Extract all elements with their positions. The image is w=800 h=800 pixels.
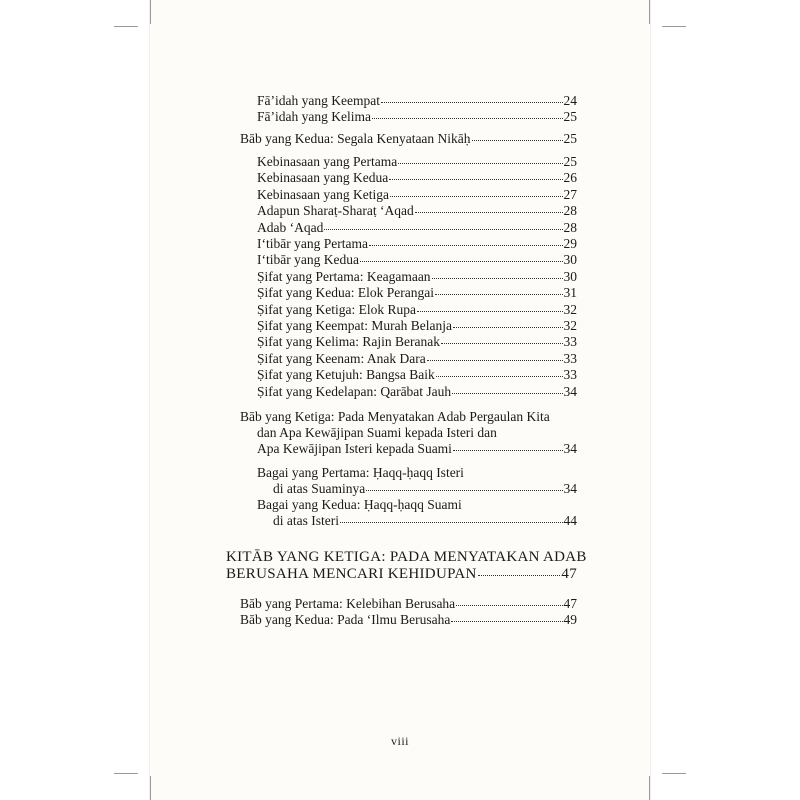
toc-page-number: 28 <box>563 203 577 219</box>
leader-dots <box>417 311 563 312</box>
toc-page-number: 27 <box>563 186 577 202</box>
crop-mark-left-bottom <box>114 773 138 774</box>
toc-entry[interactable] <box>257 108 577 125</box>
toc-page-number: 26 <box>563 170 577 186</box>
leader-dots <box>369 245 563 246</box>
toc-page-number: 25 <box>563 109 577 124</box>
toc-entry[interactable] <box>257 251 577 268</box>
toc-entry-label: di atas Suaminya <box>273 481 366 496</box>
toc-entry-label: Ṣifat yang Ketujuh: Bangsa Baik <box>257 367 435 383</box>
toc-entry-label: Adab ‘Aqad <box>257 219 324 235</box>
leader-dots <box>453 450 563 451</box>
leader-dots <box>472 140 563 141</box>
toc-entry[interactable] <box>257 92 577 109</box>
toc-entry-label: Fā’idah yang Keempat <box>257 93 380 108</box>
toc-entry[interactable] <box>257 169 577 186</box>
leader-dots <box>381 102 563 103</box>
toc-page-number: 32 <box>563 318 577 333</box>
toc-entry-label: Fā’idah yang Kelima <box>257 109 371 124</box>
toc-book-heading-entry[interactable] <box>226 566 577 583</box>
leader-dots <box>451 621 562 622</box>
toc-entry[interactable] <box>257 268 577 285</box>
toc-entry[interactable] <box>257 235 577 252</box>
toc-entry[interactable] <box>257 333 577 350</box>
toc-entry-label: Ṣifat yang Ketiga: Elok Rupa <box>257 301 416 317</box>
leader-dots <box>441 343 563 344</box>
toc-entry-label: Bāb yang Kedua: Pada ‘Ilmu Berusaha <box>240 612 451 627</box>
toc-chapter-entry[interactable] <box>257 440 577 457</box>
toc-page-number: 31 <box>563 285 577 301</box>
toc-entry-label: Ṣifat yang Keenam: Anak Dara <box>257 350 426 366</box>
leader-dots <box>478 575 561 576</box>
crop-mark-top-right <box>649 0 650 24</box>
toc-page-number: 33 <box>563 350 577 366</box>
toc-entry-line[interactable]: Bagai yang Kedua: Ḥaqq-ḥaqq Suami <box>257 497 462 512</box>
leader-dots <box>432 278 563 279</box>
toc-entry[interactable] <box>257 219 577 236</box>
toc-entry-label: Apa Kewājipan Isteri kepada Suami <box>257 441 452 456</box>
crop-mark-left-top <box>114 26 138 27</box>
toc-page-number: 49 <box>563 612 577 627</box>
crop-mark-top-left <box>150 0 151 24</box>
toc-entry[interactable] <box>257 317 577 334</box>
toc-entry-label: Kebinasaan yang Kedua <box>257 170 389 186</box>
toc-entry-line[interactable]: Bagai yang Pertama: Ḥaqq-ḥaqq Isteri <box>257 465 464 480</box>
toc-entry-label: Ṣifat yang Pertama: Keagamaan <box>257 268 431 284</box>
leader-dots <box>390 196 563 197</box>
leader-dots <box>340 522 563 523</box>
toc-page-number: 30 <box>563 252 577 268</box>
leader-dots <box>452 393 562 394</box>
toc-page-number: 34 <box>563 383 577 399</box>
toc-entry-label: BERUSAHA MENCARI KEHIDUPAN <box>226 566 477 582</box>
toc-entry-label: Ṣifat yang Kedelapan: Qarābat Jauh <box>257 383 452 399</box>
toc-entry-label: Ṣifat yang Kelima: Rajin Beranak <box>257 334 440 350</box>
toc-entry[interactable] <box>273 512 577 529</box>
toc-entry[interactable] <box>257 153 577 170</box>
toc-page-number: 44 <box>563 513 577 528</box>
toc-entry[interactable] <box>257 284 577 301</box>
crop-mark-right-top <box>662 26 686 27</box>
toc-entry[interactable] <box>257 202 577 219</box>
leader-dots <box>453 327 563 328</box>
toc-page-number: 32 <box>563 301 577 317</box>
leader-dots <box>436 376 563 377</box>
toc-entry-label: Kebinasaan yang Pertama <box>257 154 398 169</box>
toc-chapter-entry[interactable] <box>240 611 577 628</box>
toc-page-number: 25 <box>563 131 577 146</box>
toc-page-number: 24 <box>563 93 577 108</box>
toc-page-number: 30 <box>563 268 577 284</box>
leader-dots <box>415 212 563 213</box>
toc-chapter-line[interactable]: Bāb yang Ketiga: Pada Menyatakan Adab Pergaulan Kita <box>240 409 550 424</box>
toc-page-number: 47 <box>563 596 577 611</box>
toc-entry-label: Kebinasaan yang Ketiga <box>257 186 389 202</box>
leader-dots <box>398 163 562 164</box>
leader-dots <box>324 229 562 230</box>
toc-entry[interactable] <box>257 186 577 203</box>
crop-mark-right-bottom <box>662 773 686 774</box>
leader-dots <box>435 294 563 295</box>
toc-entry-label: Adapun Sharaṭ-Sharaṭ ‘Aqad <box>257 203 414 219</box>
toc-page-number: 29 <box>563 236 577 251</box>
leader-dots <box>389 179 562 180</box>
toc-chapter-line[interactable]: dan Apa Kewājipan Suami kepada Isteri dan <box>257 425 497 440</box>
toc-book-heading-line[interactable]: KITĀB YANG KETIGA: PADA MENYATAKAN ADAB <box>226 549 587 565</box>
crop-mark-bottom-right <box>649 776 650 800</box>
toc-entry-label: I‘tibār yang Pertama <box>257 236 368 251</box>
toc-entry-label: I‘tibār yang Kedua <box>257 252 359 268</box>
toc-page-number: 33 <box>563 367 577 383</box>
toc-entry-label: Bāb yang Pertama: Kelebihan Berusaha <box>240 596 456 611</box>
crop-mark-bottom-left <box>150 776 151 800</box>
toc-page-number: 25 <box>563 154 577 169</box>
toc-entry[interactable] <box>257 350 577 367</box>
leader-dots <box>366 490 562 491</box>
toc-entry[interactable] <box>257 366 577 383</box>
leader-dots <box>372 118 563 119</box>
toc-page-number: 47 <box>561 566 577 582</box>
toc-page-number: 34 <box>563 481 577 496</box>
page-number-folio: viii <box>390 734 409 748</box>
leader-dots <box>456 605 562 606</box>
toc-entry-label: Ṣifat yang Kedua: Elok Perangai <box>257 285 434 301</box>
toc-entry-label: di atas Isteri <box>273 513 339 528</box>
toc-page-number: 33 <box>563 334 577 350</box>
toc-entry[interactable] <box>257 383 577 400</box>
toc-chapter-entry[interactable] <box>240 130 577 147</box>
toc-chapter-entry[interactable] <box>240 595 577 612</box>
toc-entry[interactable] <box>257 301 577 318</box>
leader-dots <box>427 360 563 361</box>
toc-entry-label: Bāb yang Kedua: Segala Kenyataan Nikāḥ <box>240 131 471 146</box>
toc-page-number: 34 <box>563 441 577 456</box>
toc-entry[interactable] <box>273 480 577 497</box>
toc-entry-label: Ṣifat yang Keempat: Murah Belanja <box>257 318 452 333</box>
toc-page-number: 28 <box>563 219 577 235</box>
leader-dots <box>360 261 563 262</box>
